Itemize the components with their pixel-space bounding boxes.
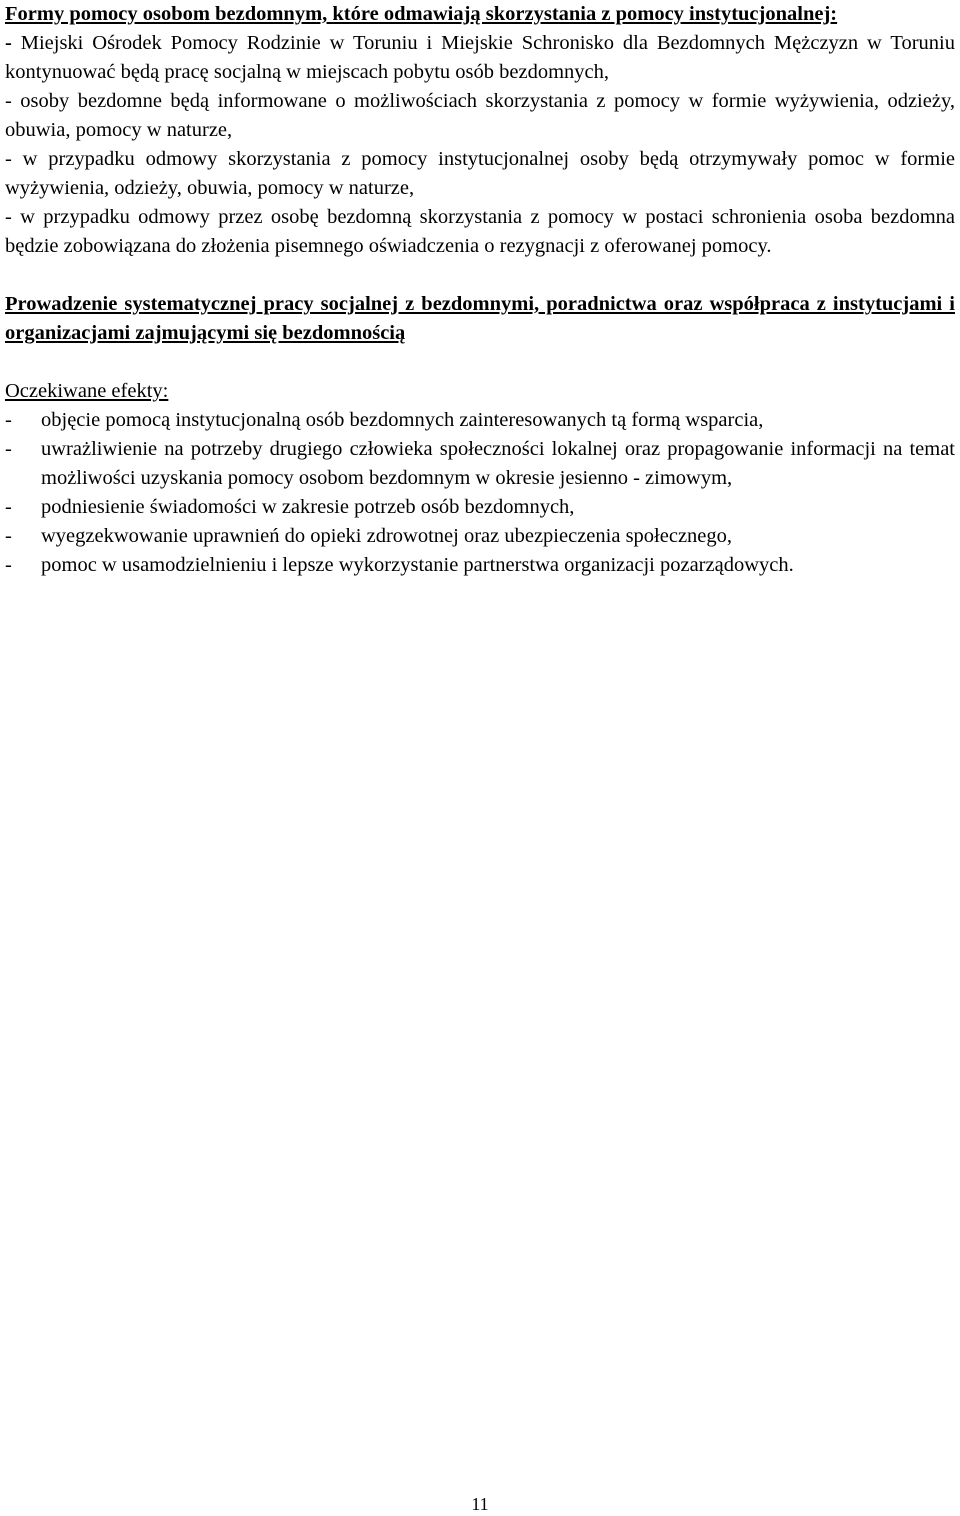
list-item [5, 435, 955, 493]
list-item-text: pomoc w usamodzielnieniu i lepsze wykorzystanie partnerstwa organizacji pozarządowych. [41, 554, 794, 576]
document-page [5, 0, 955, 580]
section-heading-refusing-help: Formy pomocy osobom bezdomnym, które odmawiają skorzystania z pomocy instytucjonalnej: [5, 3, 838, 25]
list-dash: - [5, 148, 23, 170]
paragraph-refusal-institutional [5, 145, 955, 203]
list-dash: - [5, 90, 21, 112]
paragraph-text: w przypadku odmowy przez osobę bezdomną skorzystania z pomocy w postaci schronienia osoba bezdomna będzie zobowiązana do złożenia pisemnego oświadczenia o rezygnacji z oferowanej pomocy. [5, 206, 955, 257]
list-item [5, 493, 955, 522]
list-dash: - [5, 438, 12, 460]
list-item-text: uwrażliwienie na potrzeby drugiego człowieka społeczności lokalnej oraz propagowanie informacji na temat możliwości uzyskania pomocy osobom bezdomnym w okresie jesienno - zimowym, [41, 438, 955, 489]
list-item [5, 551, 955, 580]
list-item-text: podniesienie świadomości w zakresie potrzeb osób bezdomnych, [41, 496, 575, 518]
page-number: 11 [471, 1494, 489, 1514]
list-item [5, 522, 955, 551]
list-item-text: wyegzekwowanie uprawnień do opieki zdrowotnej oraz ubezpieczenia społecznego, [41, 525, 733, 547]
list-item-text: objęcie pomocą instytucjonalną osób bezdomnych zainteresowanych tą formą wsparcia, [41, 409, 764, 431]
expected-effects-title: Oczekiwane efekty: [5, 380, 169, 402]
paragraph-text: w przypadku odmowy skorzystania z pomocy instytucjonalnej osoby będą otrzymywały pomoc w formie wyżywienia, odzieży, obuwia, pomocy w naturze, [5, 148, 955, 199]
list-dash: - [5, 409, 12, 431]
spacer [5, 261, 955, 290]
paragraph-street-work [5, 29, 955, 87]
list-dash: - [5, 554, 12, 576]
paragraph-text: osoby bezdomne będą informowane o możliwościach skorzystania z pomocy w formie wyżywienia, odzieży, obuwia, pomocy w naturze, [5, 90, 955, 141]
list-dash: - [5, 32, 21, 54]
paragraph-text: Miejski Ośrodek Pomocy Rodzinie w Toruniu i Miejskie Schronisko dla Bezdomnych Mężczyzn w Toruniu kontynuować będą pracę socjalną w miejscach pobytu osób bezdomnych, [5, 32, 955, 83]
list-dash: - [5, 525, 12, 547]
list-dash: - [5, 496, 12, 518]
spacer [5, 348, 955, 377]
paragraph-refusal-shelter [5, 203, 955, 261]
section-heading-social-work: Prowadzenie systematycznej pracy socjalnej z bezdomnymi, poradnictwa oraz współpraca z instytucjami i organizacjami zajmującymi się bezdomnością [5, 293, 955, 344]
expected-effects-list [5, 406, 955, 580]
list-dash: - [5, 206, 21, 228]
list-item [5, 406, 955, 435]
paragraph-information [5, 87, 955, 145]
